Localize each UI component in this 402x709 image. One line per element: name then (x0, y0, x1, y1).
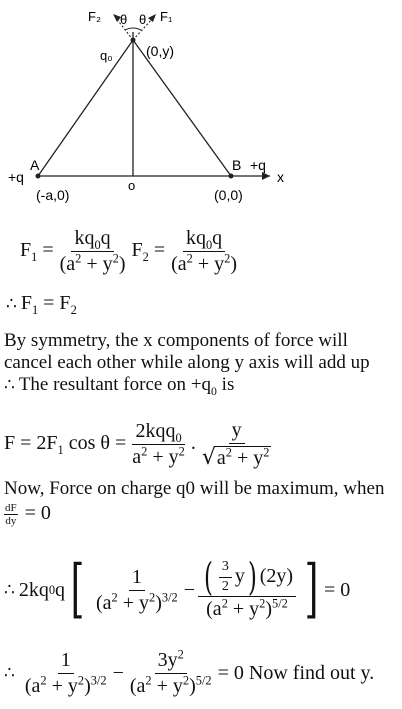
label-theta-right: θ (139, 12, 147, 27)
symmetry-line-1: By symmetry, the x components of force will (4, 330, 348, 351)
label-coord-A: (-a,0) (36, 187, 70, 203)
resultant-line: ∴ The resultant force on $+q_0$ is (4, 374, 235, 398)
label-theta-left: θ (120, 12, 128, 27)
label-point-top: (0,y) (146, 43, 174, 59)
equation-F1-equals-F2: ∴ $F_1 = F_2$ (6, 292, 77, 317)
equation-final: ∴ $\frac{1}{(a^2 + y^2)^{3/2}}$ − $\frac{3y^2}{(a^2 + y^2)^{5/2}}$ = 0 Now find out y. (4, 646, 375, 697)
equation-F1-F2: $F_1$ = $\frac{kq_0q}{(a^2 + y^2)}$ $F_2$ = $\frac{kq_0q}{(a^2 + y^2)}$ (20, 227, 238, 275)
force-F1-head (148, 14, 156, 22)
equation-dFdy: $\frac{dF}{dy}$ = 0 (5, 502, 51, 528)
side-right (133, 40, 231, 176)
label-A: A (30, 157, 40, 173)
label-q0: q₀ (100, 48, 113, 63)
label-charge-A: +q (8, 169, 24, 185)
charge-A-dot (36, 174, 41, 179)
label-F2: F₂ (88, 9, 101, 24)
symmetry-line-2: cancel each other while along y axis will add up (4, 352, 370, 373)
label-O: o (128, 178, 136, 193)
find-y-text: Now find out y. (248, 662, 375, 684)
charge-B-dot (229, 174, 234, 179)
equation-derivative: ∴ 2kq 0 q [ $\frac{1}{(a^2 + y^2)^{3/2}}$ − ( $\frac{3}{2}$ y) (2y) $(a^2 + y^2)^{5/2}$ ] = 0 (4, 552, 351, 627)
maximum-line: Now, Force on charge q0 will be maximum, when (4, 478, 385, 499)
label-x-axis: x (277, 169, 284, 185)
side-left (38, 40, 133, 176)
equation-resultant-force: $F = 2F_1$ cos θ = $\frac{2kqq_0}{a^2 + y^2}$ . y √ $a^2 + y^2$ (4, 419, 270, 470)
resultant-is: is (221, 374, 235, 395)
x-axis-arrow (262, 172, 270, 180)
charge-diagram (0, 0, 402, 210)
angle-arc (125, 28, 141, 30)
label-F1: F₁ (160, 9, 173, 24)
label-coord-B: (0,0) (214, 187, 243, 203)
resultant-text: The resultant force on (18, 374, 187, 395)
label-charge-B: +q (250, 157, 266, 173)
label-B: B (232, 157, 242, 173)
